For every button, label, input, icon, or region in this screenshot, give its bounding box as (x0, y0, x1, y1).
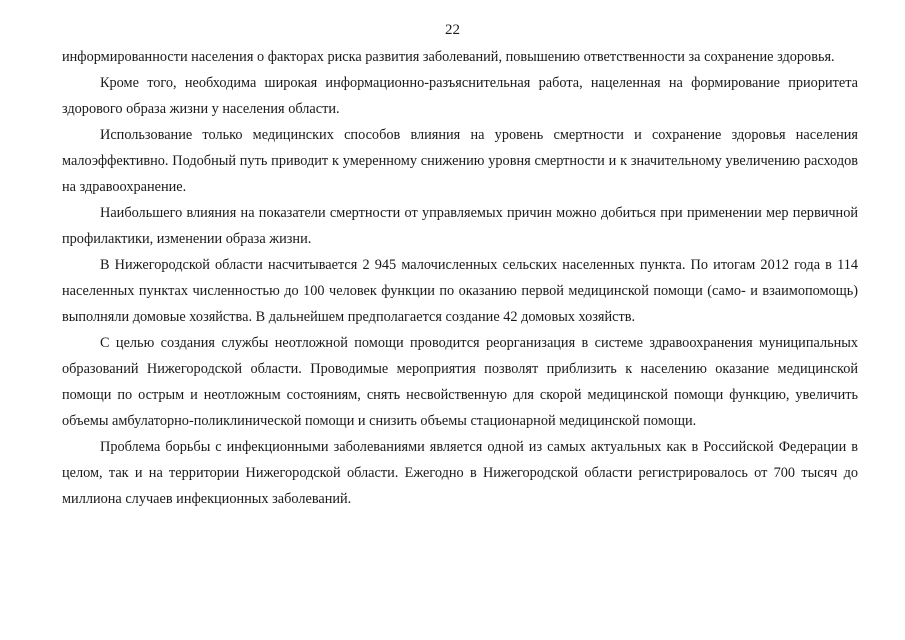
paragraph-infectious-diseases: Проблема борьбы с инфекционными заболеваниями является одной из самых актуальных как в Российской Федерации в целом, так и на территории Нижегородской области. Ежегодно в Нижегородской области регистрировалось от 700 тысяч до миллиона случаев инфекционных заболеваний. (62, 439, 858, 507)
document-body (62, 44, 858, 512)
paragraph-information-work: Кроме того, необходима широкая информационно-разъяснительная работа, нацеленная на формирование приоритета здорового образа жизни у населения области. (62, 75, 858, 117)
paragraph-rural-settlements: В Нижегородской области насчитывается 2 945 малочисленных сельских населенных пункта. По итогам 2012 года в 114 населенных пунктах численностью до 100 человек функции по оказанию первой медицинской помощи (само- и взаимопомощь) выполняли домовые хозяйства. В дальнейшем предполагается создание 42 домовых хозяйств. (62, 257, 858, 325)
paragraph-continuation: информированности населения о факторах риска развития заболеваний, повышению ответственности за сохранение здоровья. (62, 49, 835, 65)
page-number: 22 (445, 22, 460, 38)
paragraph-primary-prevention: Наибольшего влияния на показатели смертности от управляемых причин можно добиться при применении мер первичной профилактики, изменении образа жизни. (62, 205, 858, 247)
paragraph-emergency-service: С целью создания службы неотложной помощи проводится реорганизация в системе здравоохранения муниципальных образований Нижегородской области. Проводимые мероприятия позволят приблизить к населению оказание медицинской помощи по острым и неотложным состояниям, снять несвойственную для скорой медицинской помощи функцию, увеличить объемы амбулаторно-поликлинической помощи и снизить объемы стационарной медицинской помощи. (62, 335, 858, 429)
paragraph-medical-methods: Использование только медицинских способов влияния на уровень смертности и сохранение здоровья населения малоэффективно. Подобный путь приводит к умеренному снижению уровня смертности и к значительному увеличению расходов на здравоохранение. (62, 127, 858, 195)
